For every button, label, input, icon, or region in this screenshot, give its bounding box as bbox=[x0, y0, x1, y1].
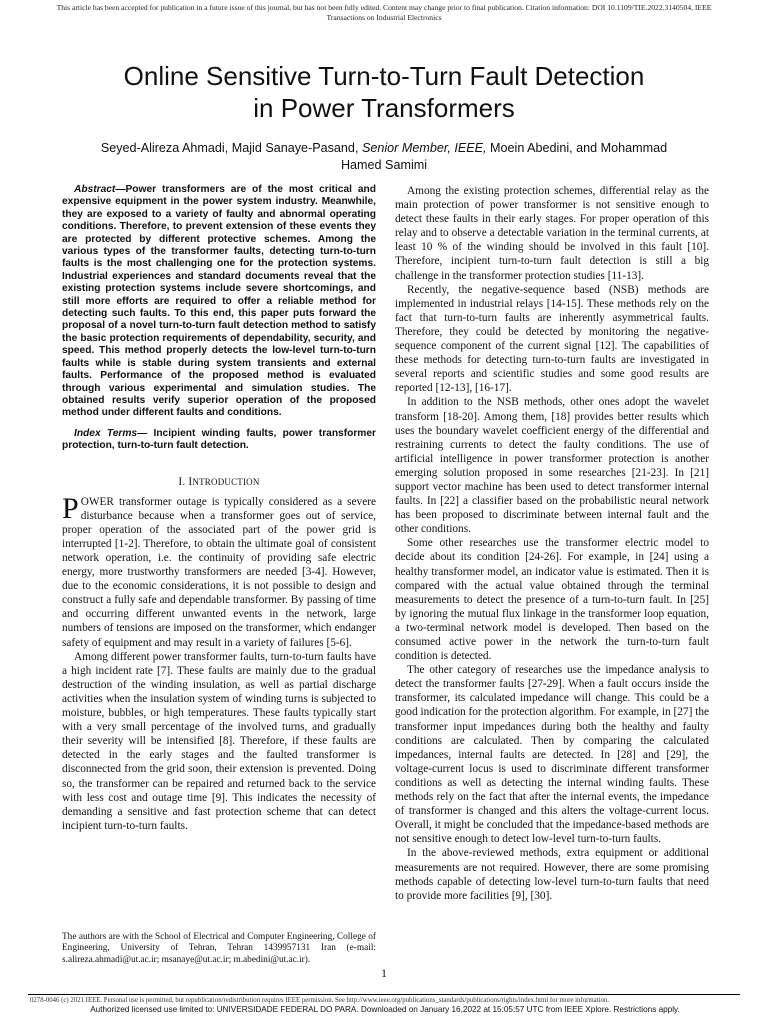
section-numeral: I. bbox=[178, 475, 186, 488]
author-affiliation-footnote: The authors are with the School of Electrical and Computer Engineering, College of Engineering, University of Tehran, Tehran 1439957131 Iran (e-mail: s.alireza.ahmadi@ut.ac.ir; msanaye@ut.ac.ir; m.abedini@ut.ac.ir). bbox=[62, 932, 376, 965]
abstract-dash: — bbox=[115, 184, 126, 195]
license-notice: Authorized licensed use limited to: UNIVERSIDADE FEDERAL DO PARA. Downloaded on January 16,2022 at 15:05:57 UTC from IEEE Xplore. Restrictions apply. bbox=[90, 1005, 680, 1014]
intro-paragraph-1 bbox=[62, 491, 376, 650]
footer-divider bbox=[28, 994, 740, 995]
section-heading-initial: I bbox=[188, 475, 193, 488]
journal-banner bbox=[24, 3, 744, 23]
section-heading-rest: NTRODUCTION bbox=[192, 476, 260, 487]
abstract-text: Power transformers are of the most critical and expensive equipment in the power system industry. Meanwhile, they are exposed to a variety of faulty and abnormal operating conditions. Therefore, to prevent extension of these events they are protected by different protective schemes. Among the various types of the transformer faults, detecting turn-to-turn faults is the most challenging one for the protection systems. Industrial experiences and standard documents reveal that the existing protection systems include severe shortcomings, and still more efforts are required to offer a reliable method for detecting such faults. To this end, this paper puts forward the proposal of a novel turn-to-turn fault detection method to satisfy the basic protection requirements of dependability, security, and speed. This method properly detects the low-level turn-to-turn faults while is stable during system transients and external faults. Performance of the proposed method is evaluated through various experimental and simulation studies. The obtained results verify superior operation of the proposed method under different faults and conditions. bbox=[62, 184, 376, 419]
drop-cap: P bbox=[62, 491, 79, 525]
page-number: 1 bbox=[381, 966, 387, 980]
authors-membership: Senior Member, IEEE, bbox=[361, 141, 487, 155]
right-column bbox=[395, 184, 709, 903]
abstract-lead: Abstract bbox=[74, 184, 116, 195]
intro-paragraph-1-text: OWER transformer outage is typically considered as a severe disturbance because when a transformer goes out of service, proper operation of the associated part of the power grid is interrupted [1-2]. Therefore, to obtain the ultimate goal of consistent network operation, i.e. the continuity of providing safe electric energy, more trustworthy transformers are needed [3-4]. However, due to the economic considerations, it is not possible to design and construct a fully safe and dependable transformer. By passing of time and occurring different unwanted events in the network, large numbers of tensions are imposed on the transformer, which endanger safety of equipment and may result in a variety of failures [5-6]. bbox=[62, 495, 376, 649]
authors-line-2: Hamed Samimi bbox=[340, 158, 428, 172]
right-paragraph-4: Some other researches use the transformer electric model to decide about its condition [24-26]. For example, in [24] using a healthy transformer model, an indicator value is estimated. Then it is compared with the actual value obtained through the terminal measurements to detect the presence of a turn-to-turn fault. In [25] by ignoring the mutual flux linkage in the transformer loop equation, a two-terminal network model is developed. Then based on the consumed active power in the network the turn-to-turn fault condition is detected. bbox=[395, 537, 709, 663]
index-terms bbox=[62, 428, 376, 453]
right-paragraph-1: Among the existing protection schemes, differential relay as the main protection of power transformer is not sensitive enough to detect these faults in their early stages. For proper operation of this relay and to observe a detectable variation in the terminal currents, at least 10 % of the winding should be involved in this fault [10]. Therefore, incipient turn-to-turn fault detection is still a big challenge in the transformer protection studies [11-13]. bbox=[395, 185, 709, 282]
banner-line-2: Transactions on Industrial Electronics bbox=[326, 13, 442, 22]
author-list bbox=[40, 140, 728, 174]
index-terms-text: Incipient winding faults, power transformer protection, turn-to-turn fault detection. bbox=[62, 427, 376, 452]
right-paragraph-5: The other category of researches use the impedance analysis to detect the transformer faults [27-29]. When a fault occurs inside the transformer, its calculated impedance will change. This could be a good indication for the protection algorithm. For example, in [27] the transformer input impedances during both the healthy and faulty conditions are calculated. Then by comparing the calculated impedances, internal faults are detected. In [28] and [29], the voltage-current locus is used to discriminate different transformer conditions as well as detecting the internal winding faults. These methods rely on the fact that after the internal events, the impedance of transformer is changed and this alters the voltage-current locus. Overall, it might be concluded that the impedance-based methods are not sensitive enough to detect low-level turn-to-turn faults. bbox=[395, 664, 709, 846]
right-paragraph-2: Recently, the negative-sequence based (NSB) methods are implemented in industrial relays [14-15]. These methods rely on the fact that turn-to-turn faults are inherently asymmetrical faults. Therefore, they could be detected by monitoring the negative-sequence component of the current signal [12]. The capabilities of these methods for detecting turn-to-turn faults are investigated in several reports and scientific studies and some good results are reported [12-13], [16-17]. bbox=[395, 283, 709, 395]
index-terms-lead: Index Terms bbox=[74, 427, 138, 439]
left-column bbox=[62, 184, 376, 833]
paper-title bbox=[40, 60, 728, 124]
title-line-2: in Power Transformers bbox=[253, 93, 515, 123]
intro-paragraph-2: Among different power transformer faults, turn-to-turn faults have a high incident rate [7]. These faults are mainly due to the gradual destruction of the winding insulation, as well as partial discharge activities when the insulation system of winding turns is subjected to moisture, bubbles, or high temperatures. These faults typically start with a very small percentage of the involved turns, and gradually their severity will be intensified [8]. Therefore, if these faults are detected in the early stages and the faulted transformer is disconnected from the grid soon, their extension is prevented. Doing so, the transformer can be repaired and returned back to the service with less cost and outage time [9]. This indicates the necessity of demanding a sensitive and fast protection scheme that can detect incipient turn-to-turn faults. bbox=[62, 650, 376, 832]
copyright-notice: 0278-0046 (c) 2021 IEEE. Personal use is permitted, but republication/redistribution requires IEEE permission. See http://www.ieee.org/publications_standards/publications/rights/index.html for more information. bbox=[30, 997, 609, 1004]
right-paragraph-6: In the above-reviewed methods, extra equipment or additional measurements are not required. However, there are some promising methods capable of detecting low-level turn-to-turn faults that need to provide more facilities [9], [30]. bbox=[395, 847, 709, 902]
title-line-1: Online Sensitive Turn-to-Turn Fault Detection bbox=[123, 61, 645, 91]
banner-line-1: This article has been accepted for publication in a future issue of this journal, but has not been fully edited. Content may change prior to final publication. Citation information: DOI 10.1109/TIE.2022.3140504, IEEE bbox=[56, 3, 712, 12]
authors-part-1: Seyed-Alireza Ahmadi, Majid Sanaye-Pasand, bbox=[100, 141, 362, 155]
section-heading-introduction bbox=[62, 475, 376, 489]
index-terms-dash: — bbox=[137, 427, 154, 439]
authors-part-2: Moein Abedini, and Mohammad bbox=[486, 141, 668, 155]
abstract bbox=[62, 184, 376, 420]
right-paragraph-3: In addition to the NSB methods, other ones adopt the wavelet transform [18-20]. Among them, [18] provides better results which uses the boundary wavelet coefficient energy of the differential and restraining currents to detect the faulty conditions. The use of artificial intelligence in power transformer protection is another emerging solution proposed in some researches [21-23]. In [21] support vector machine has been used to detect transformer internal faults. In [22] a classifier based on the probabilistic neural network has been proposed to discriminate between internal fault and the other conditions. bbox=[395, 396, 709, 536]
